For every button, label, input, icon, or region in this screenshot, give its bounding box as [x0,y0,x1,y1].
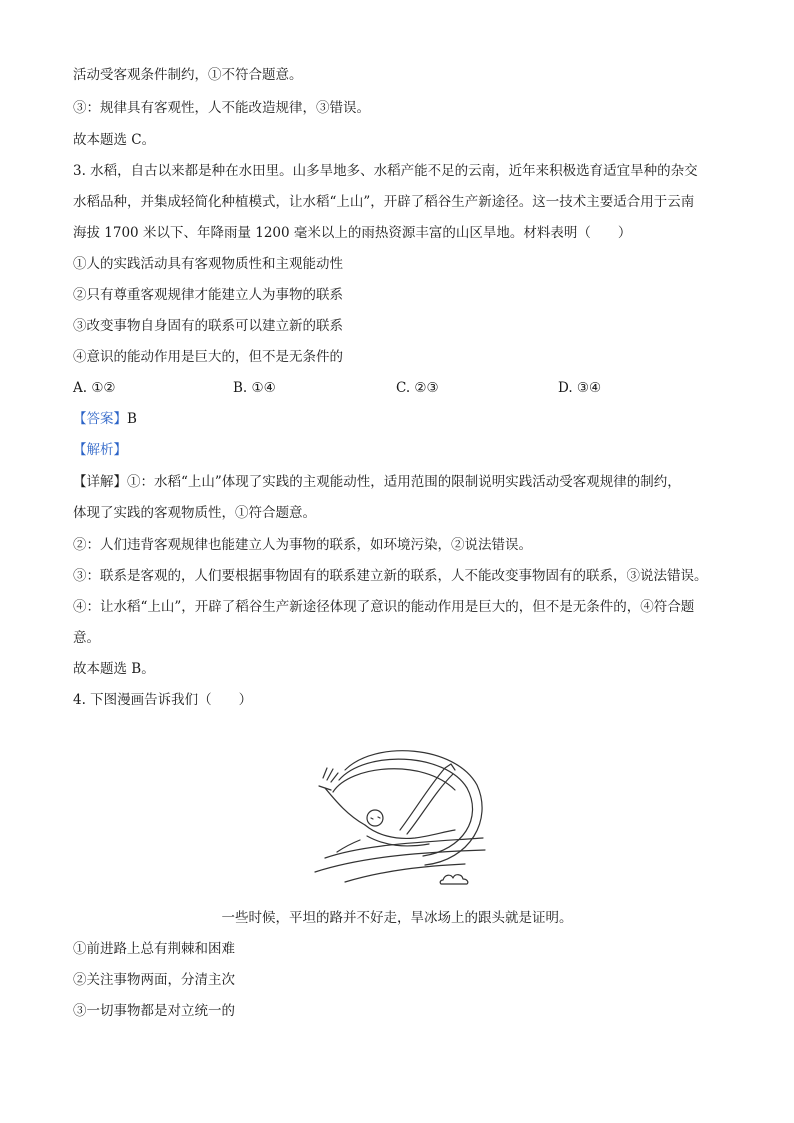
statement-3: ③一切事物都是对立统一的 [73,1003,235,1019]
cartoon-caption: 一些时候，平坦的路并不好走，旱冰场上的跟头就是证明。 [221,910,573,926]
detail-tag: 【详解】 [73,474,127,490]
detail-line: ④：让水稻“上山”，开辟了稻谷生产新途径体现了意识的能动作用是巨大的，但不是无条件的，④符合题 [73,599,695,615]
text-line: 故本题选 C。 [73,132,156,148]
detail-line: 体现了实践的客观物质性，①符合题意。 [73,505,316,521]
conclusion-line: 故本题选 B。 [73,661,155,677]
analysis-tag [73,440,127,460]
question-3-stem: 水稻品种，并集成轻简化种植模式，让水稻“上山”，开辟了稻谷生产新途径。这一技术主要适合用于云南 [73,194,695,210]
analysis-label: 【解析】 [73,442,127,458]
detail-line: ②：人们违背客观规律也能建立人为事物的联系，如环境污染，②说法错误。 [73,537,532,553]
answer-line [73,409,137,429]
option-b: B. ①④ [233,380,276,396]
question-4-stem: 4. 下图漫画告诉我们（ ） [73,692,253,708]
statement-2: ②关注事物两面，分清主次 [73,972,235,988]
statement-1: ①前进路上总有荆棘和困难 [73,941,235,957]
text-line: 活动受客观条件制约，①不符合题意。 [73,67,303,83]
statement-1: ①人的实践活动具有客观物质性和主观能动性 [73,256,343,272]
question-3-stem: 3. 水稻，自古以来都是种在水田里。山多旱地多、水稻产能不足的云南，近年来积极选育适宜旱种的杂交 [73,163,698,179]
statement-2: ②只有尊重客观规律才能建立人为事物的联系 [73,287,343,303]
detail-line: 意。 [73,630,100,646]
question-3-stem: 海拔 1700 米以下、年降雨量 1200 毫米以上的雨热资源丰富的山区旱地。材料表明（ ） [73,225,632,241]
option-d: D. ③④ [558,380,602,396]
answer-value: B [127,411,137,427]
roller-skating-cartoon [305,740,495,890]
answer-tag: 【答案】 [73,411,127,427]
detail-line: ③：联系是客观的，人们要根据事物固有的联系建立新的联系，人不能改变事物固有的联系，③说法错误。 [73,568,708,584]
statement-3: ③改变事物自身固有的联系可以建立新的联系 [73,318,343,334]
option-a: A. ①② [73,380,116,396]
option-c: C. ②③ [396,380,439,396]
text-line: ③：规律具有客观性，人不能改造规律，③错误。 [73,100,370,116]
detail-text: ①：水稻“上山”体现了实践的主观能动性，适用范围的限制说明实践活动受客观规律的制约， [127,474,681,490]
detail-line [73,472,681,492]
statement-4: ④意识的能动作用是巨大的，但不是无条件的 [73,349,343,365]
